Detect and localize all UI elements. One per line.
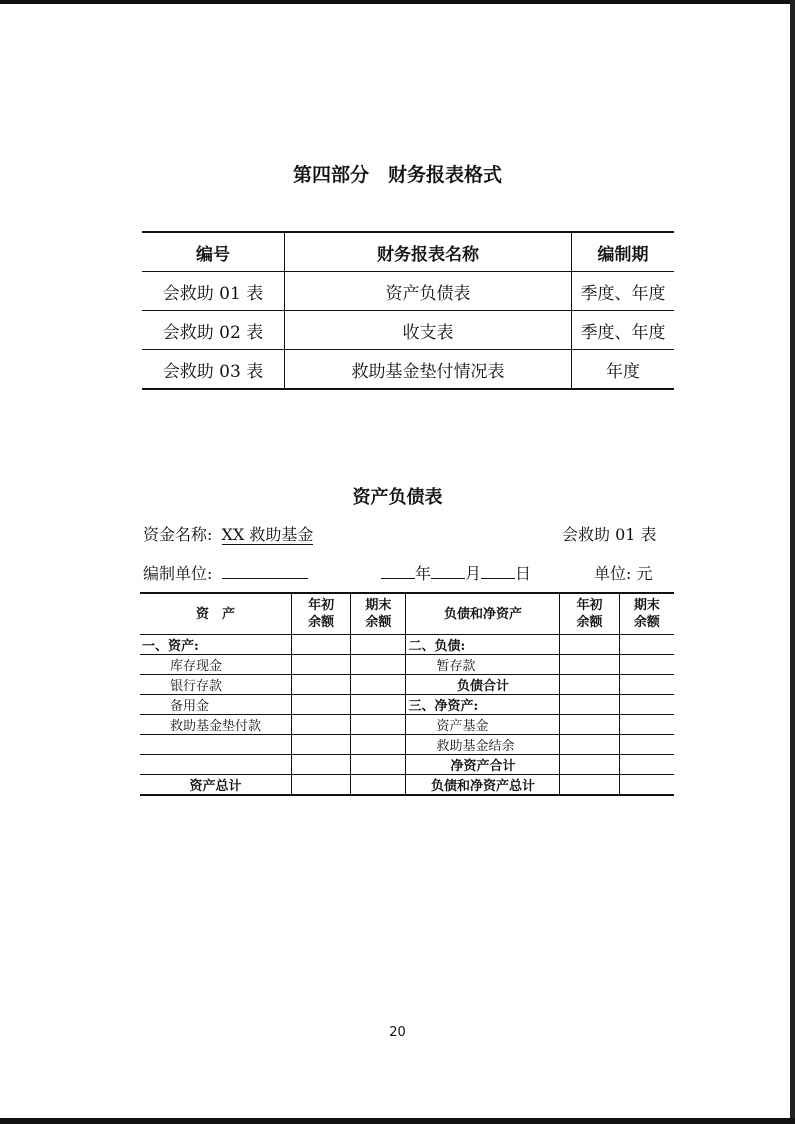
page-number: 20: [389, 1025, 406, 1040]
header-period: 编制期: [572, 232, 675, 272]
fund-name-label: 资金名称:: [143, 525, 213, 544]
value-cell: [619, 635, 674, 655]
unit-label: 编制单位:: [143, 564, 213, 583]
form-code: 会救助 01 表: [562, 525, 657, 544]
header-line: 年初: [576, 598, 603, 613]
scan-edge-bottom: [0, 1118, 795, 1124]
table-row: [142, 311, 674, 350]
fund-name-line: [143, 522, 313, 545]
report-index-table: [142, 231, 674, 390]
liability-cell: 负债合计: [406, 675, 560, 695]
value-cell: [351, 635, 406, 655]
liability-total-cell: 负债和净资产总计: [406, 775, 560, 796]
fund-name-value: XX 救助基金: [221, 525, 314, 544]
value-cell: [351, 755, 406, 775]
header-report-name: 财务报表名称: [285, 232, 572, 272]
row-code: 会救助 03 表: [142, 350, 285, 390]
asset-cell: 库存现金: [140, 655, 291, 675]
scan-edge-top: [0, 0, 795, 4]
value-cell: [291, 695, 350, 715]
table-row: [140, 695, 674, 715]
value-cell: [560, 675, 619, 695]
header-line: 余额: [576, 615, 603, 630]
value-cell: [619, 775, 674, 796]
table-row: [140, 735, 674, 755]
value-cell: [351, 715, 406, 735]
value-cell: [619, 755, 674, 775]
value-cell: [351, 655, 406, 675]
month-label: 月: [465, 564, 482, 583]
header-line: 余额: [365, 615, 392, 630]
table-row: [140, 755, 674, 775]
table-row: [140, 675, 674, 695]
asset-cell: 救助基金垫付款: [140, 715, 291, 735]
month-blank: [431, 562, 465, 579]
asset-cell: [140, 735, 291, 755]
liability-cell: 三、净资产:: [406, 695, 560, 715]
header-line: 期末: [365, 598, 392, 613]
day-label: 日: [515, 564, 532, 583]
table-row: [142, 350, 674, 390]
value-cell: [560, 695, 619, 715]
value-cell: [351, 695, 406, 715]
value-cell: [351, 675, 406, 695]
row-period: 季度、年度: [572, 272, 675, 311]
header-code: 编号: [142, 232, 285, 272]
header-assets: 资 产: [140, 593, 291, 635]
value-cell: [560, 735, 619, 755]
unit-blank: [222, 562, 308, 579]
value-cell: [560, 655, 619, 675]
liability-cell: 资产基金: [406, 715, 560, 735]
header-line: 期末: [633, 598, 660, 613]
value-cell: [291, 735, 350, 755]
header-closing-balance: [619, 593, 674, 635]
header-closing-balance: [351, 593, 406, 635]
value-cell: [291, 755, 350, 775]
value-cell: [560, 635, 619, 655]
table-row: [140, 775, 674, 796]
value-cell: [619, 675, 674, 695]
asset-cell: [140, 755, 291, 775]
asset-total-cell: 资产总计: [140, 775, 291, 796]
table-row: [140, 655, 674, 675]
value-cell: [291, 775, 350, 796]
year-blank: [381, 562, 415, 579]
header-opening-balance: [560, 593, 619, 635]
section-title: 第四部分 财务报表格式: [292, 164, 502, 186]
table-header-row: [140, 593, 674, 635]
header-line: 余额: [633, 615, 660, 630]
unit-line: [143, 561, 308, 584]
balance-sheet-table: [140, 592, 674, 796]
value-cell: [351, 735, 406, 755]
liability-cell: 暂存款: [406, 655, 560, 675]
day-blank: [481, 562, 515, 579]
year-label: 年: [415, 564, 432, 583]
header-liabilities: 负债和净资产: [406, 593, 560, 635]
table-header-row: [142, 232, 674, 272]
row-report-name: 收支表: [285, 311, 572, 350]
row-report-name: 救助基金垫付情况表: [285, 350, 572, 390]
value-cell: [619, 655, 674, 675]
value-cell: [560, 755, 619, 775]
header-line: 余额: [308, 615, 335, 630]
row-period: 季度、年度: [572, 311, 675, 350]
value-cell: [291, 635, 350, 655]
value-cell: [291, 715, 350, 735]
liability-cell: 二、负债:: [406, 635, 560, 655]
currency-unit: 单位: 元: [594, 564, 653, 583]
header-opening-balance: [291, 593, 350, 635]
row-code: 会救助 02 表: [142, 311, 285, 350]
value-cell: [291, 655, 350, 675]
value-cell: [560, 715, 619, 735]
value-cell: [351, 775, 406, 796]
header-line: 年初: [308, 598, 335, 613]
table-row: [142, 272, 674, 311]
value-cell: [619, 695, 674, 715]
value-cell: [619, 735, 674, 755]
liability-cell: 净资产合计: [406, 755, 560, 775]
value-cell: [560, 775, 619, 796]
row-code: 会救助 01 表: [142, 272, 285, 311]
value-cell: [291, 675, 350, 695]
balance-sheet-title: 资产负债表: [352, 487, 443, 508]
table-row: [140, 715, 674, 735]
asset-cell: 一、资产:: [140, 635, 291, 655]
value-cell: [619, 715, 674, 735]
liability-cell: 救助基金结余: [406, 735, 560, 755]
row-period: 年度: [572, 350, 675, 390]
row-report-name: 资产负债表: [285, 272, 572, 311]
asset-cell: 备用金: [140, 695, 291, 715]
date-line: [381, 561, 531, 584]
asset-cell: 银行存款: [140, 675, 291, 695]
table-row: [140, 635, 674, 655]
